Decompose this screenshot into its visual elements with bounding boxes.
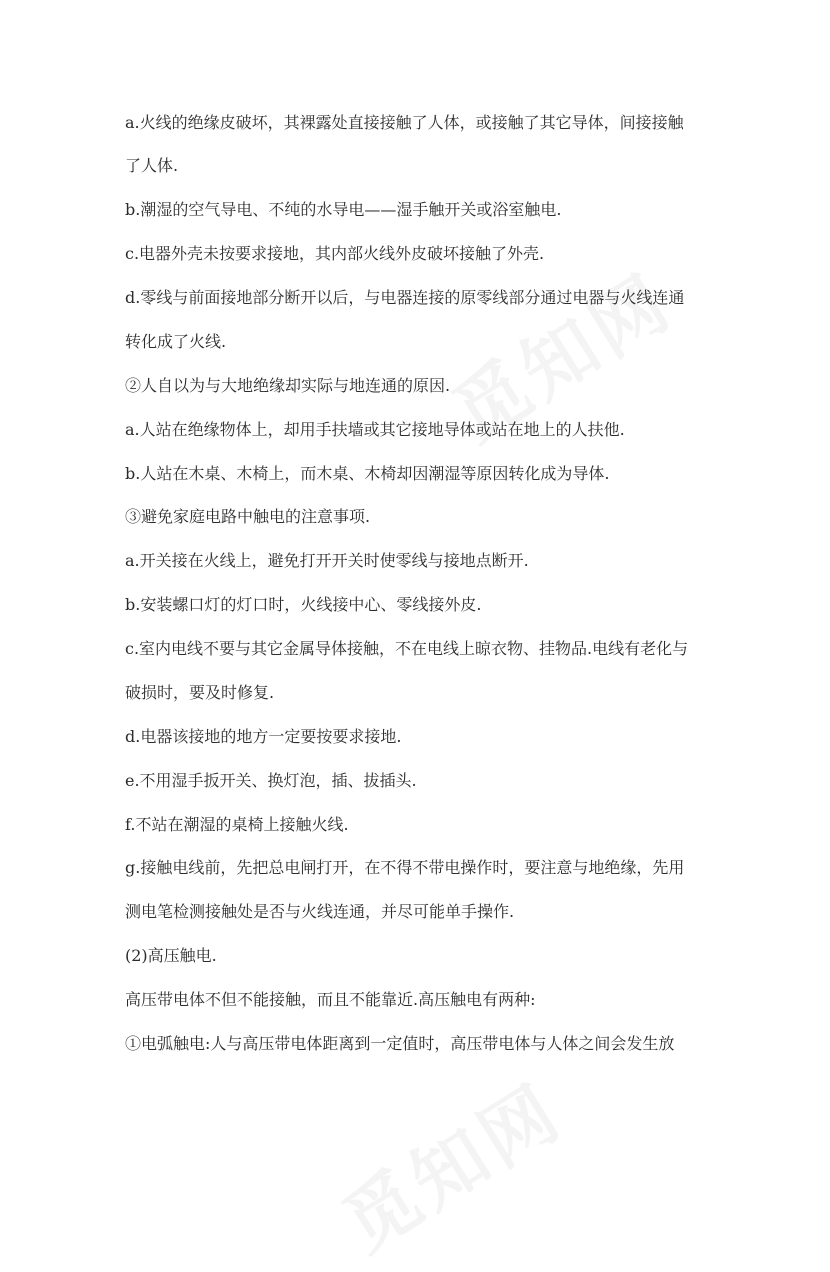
text-line: ①电弧触电:人与高压带电体距离到一定值时，高压带电体与人体之间会发生放 <box>125 1034 675 1053</box>
text-line: d.零线与前面接地部分断开以后，与电器连接的原零线部分通过电器与火线连通 <box>125 288 685 307</box>
text-line: 测电笔检测接触处是否与火线连通，并尽可能单手操作. <box>125 902 515 921</box>
text-line: a.开关接在火线上，避免打开开关时使零线与接地点断开. <box>125 551 529 570</box>
text-line: 破损时，要及时修复. <box>125 683 275 702</box>
text-line: ②人自以为与大地绝缘却实际与地连通的原因. <box>125 376 451 395</box>
text-line: a.火线的绝缘皮破坏，其裸露处直接接触了人体，或接触了其它导体，间接接触 <box>125 113 684 132</box>
text-line: b.潮湿的空气导电、不纯的水导电——湿手触开关或浴室触电. <box>125 200 562 219</box>
text-line: b.安装螺口灯的灯口时，火线接中心、零线接外皮. <box>125 595 482 614</box>
text-line: b.人站在木桌、木椅上，而木桌、木椅却因潮湿等原因转化成为导体. <box>125 464 610 483</box>
text-line: d.电器该接地的地方一定要按要求接地. <box>125 727 402 746</box>
text-line: f.不站在潮湿的桌椅上接触火线. <box>125 815 349 834</box>
text-line: a.人站在绝缘物体上，却用手扶墙或其它接地导体或站在地上的人扶他. <box>125 420 625 439</box>
text-line: 转化成了火线. <box>125 332 227 351</box>
text-line: e.不用湿手扳开关、换灯泡，插、拔插头. <box>125 771 417 790</box>
text-line: ③避免家庭电路中触电的注意事项. <box>125 507 371 526</box>
watermark <box>320 1054 580 1271</box>
text-line: 高压带电体不但不能接触，而且不能靠近.高压触电有两种: <box>125 990 536 1009</box>
text-line: c.室内电线不要与其它金属导体接触，不在电线上晾衣物、挂物品.电线有老化与 <box>125 639 689 658</box>
text-line: (2)高压触电. <box>125 946 217 965</box>
text-line: 了人体. <box>125 156 179 175</box>
text-line: g.接触电线前，先把总电闸打开，在不得不带电操作时，要注意与地绝缘，先用 <box>125 858 685 877</box>
text-line: c.电器外壳未按要求接地，其内部火线外皮破坏接触了外壳. <box>125 244 545 263</box>
